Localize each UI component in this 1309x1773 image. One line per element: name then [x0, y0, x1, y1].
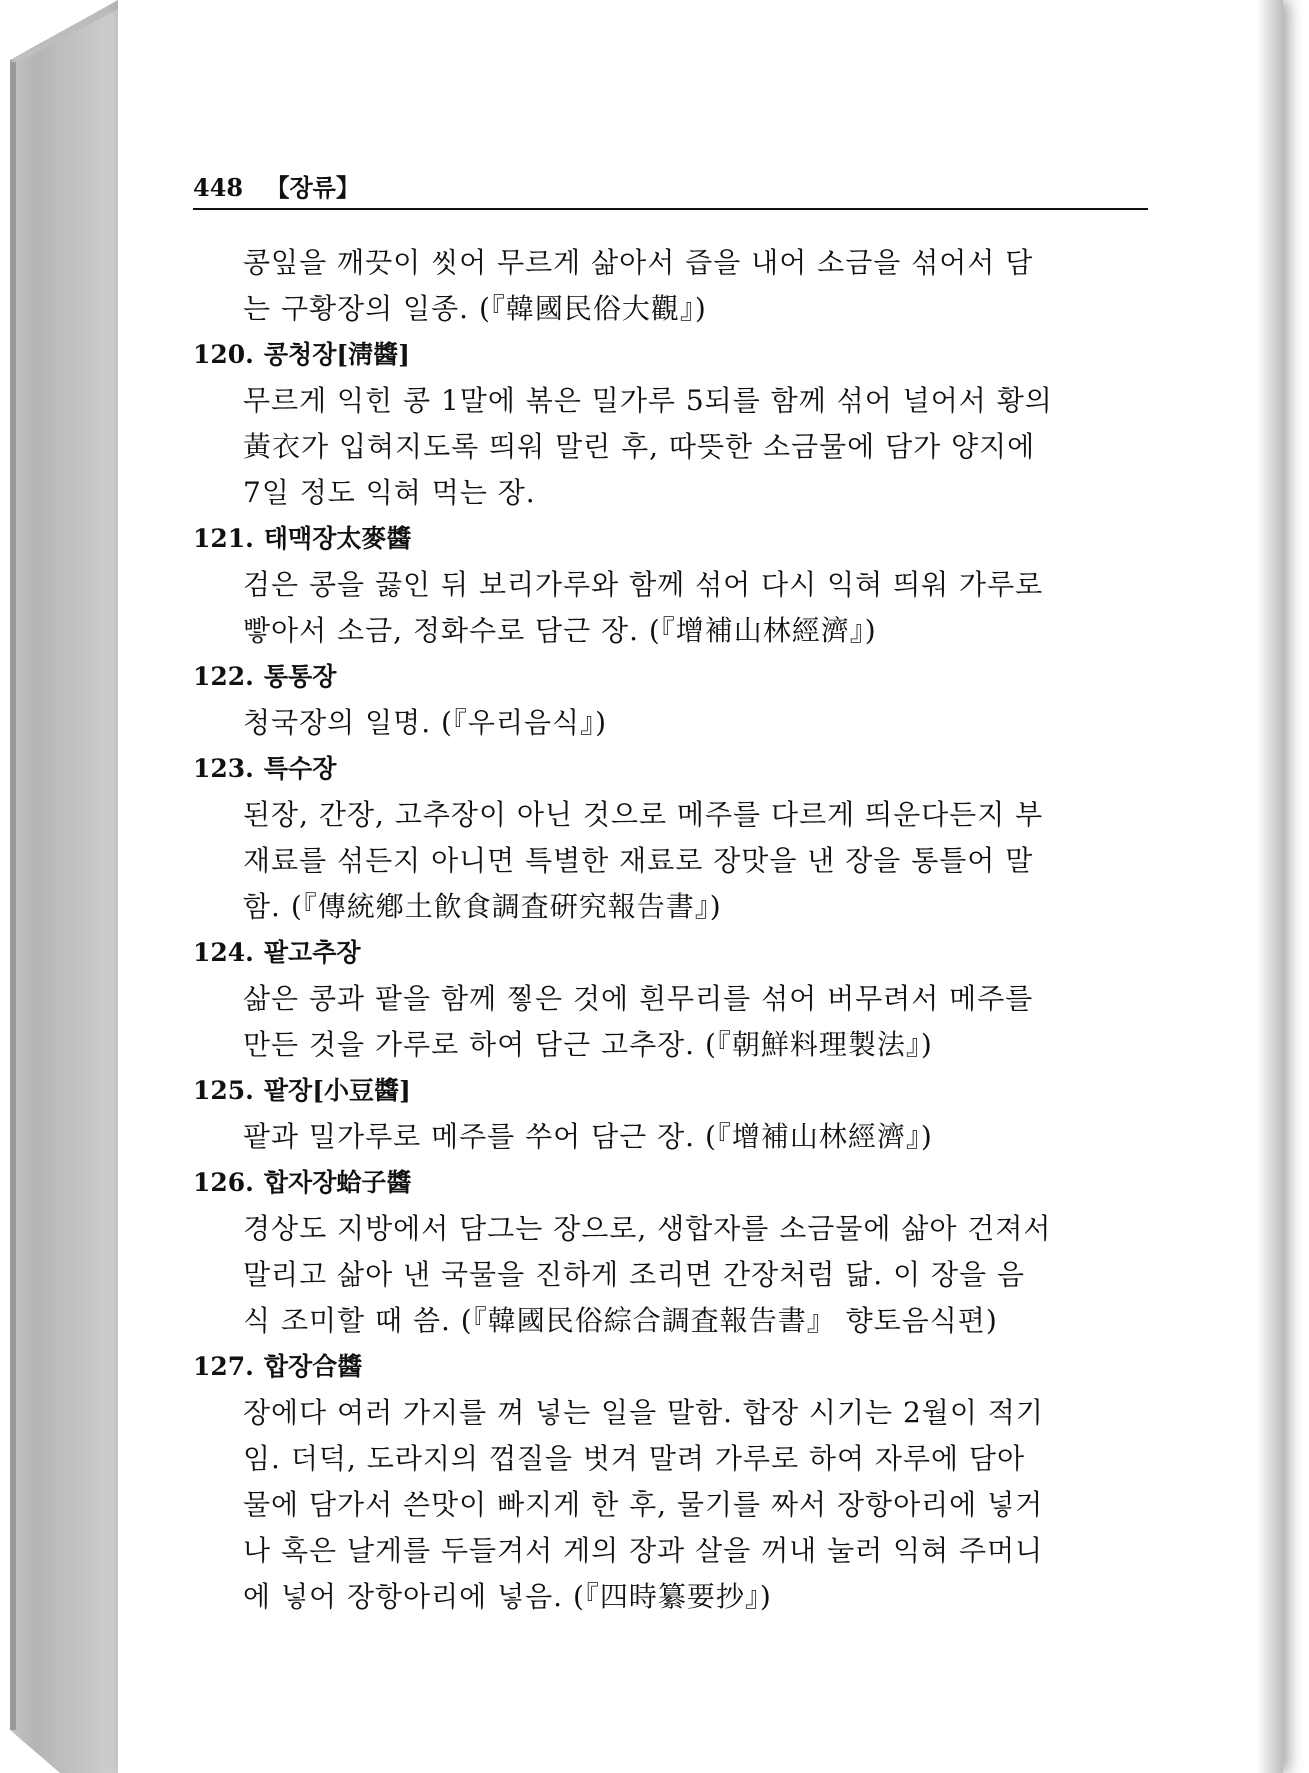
- continued-entry: [193, 240, 1148, 332]
- entry-title: [193, 654, 1148, 700]
- body-line: 재료를 섞든지 아니면 특별한 재료로 장맛을 낸 장을 통틀어 말: [243, 844, 1034, 877]
- entry-121: [193, 516, 1148, 654]
- entry-124: [193, 930, 1148, 1068]
- entry-body: [243, 976, 1148, 1068]
- entry-number: 123.: [193, 754, 254, 783]
- body-line: 검은 콩을 끓인 뒤 보리가루와 함께 섞어 다시 익혀 띄워 가루로: [243, 568, 1044, 601]
- entry-number: 126.: [193, 1168, 254, 1197]
- entry-126: [193, 1160, 1148, 1344]
- entry-number: 122.: [193, 662, 254, 691]
- entry-body: [243, 378, 1148, 516]
- body-line: 黃衣가 입혀지도록 띄워 말린 후, 따뜻한 소금물에 담가 양지에: [243, 430, 1036, 463]
- body-line: 나 혹은 날게를 두들겨서 게의 장과 살을 꺼내 눌러 익혀 주머니: [243, 1534, 1044, 1567]
- body-line: 식 조미할 때 씀. (『韓國民俗綜合調査報告書』 향토음식편): [243, 1304, 998, 1337]
- entry-120: [193, 332, 1148, 516]
- body-line: 콩잎을 깨끗이 씻어 무르게 삶아서 즙을 내어 소금을 섞어서 담: [243, 246, 1034, 279]
- entry-number: 125.: [193, 1076, 254, 1105]
- body-line: 는 구황장의 일종. (『韓國民俗大觀』): [243, 292, 707, 325]
- body-line: 무르게 익힌 콩 1말에 볶은 밀가루 5되를 함께 섞어 널어서 황의: [243, 384, 1053, 417]
- body-line: 7일 정도 익혀 먹는 장.: [243, 476, 536, 509]
- page-edge-shadow: [1257, 0, 1283, 1773]
- entry-number: 127.: [193, 1352, 254, 1381]
- body-line: 팥과 밀가루로 메주를 쑤어 담근 장. (『增補山林經濟』): [243, 1120, 933, 1153]
- body-line: 임. 더덕, 도라지의 껍질을 벗겨 말려 가루로 하여 자루에 담아: [243, 1442, 1026, 1475]
- body-line: 빻아서 소금, 정화수로 담근 장. (『增補山林經濟』): [243, 614, 877, 647]
- body-line: 삶은 콩과 팥을 함께 찧은 것에 흰무리를 섞어 버무려서 메주를: [243, 982, 1034, 1015]
- entry-number: 124.: [193, 938, 254, 967]
- entry-title: [193, 930, 1148, 976]
- entry-title: [193, 746, 1148, 792]
- body-line: 경상도 지방에서 담그는 장으로, 생합자를 소금물에 삶아 건져서: [243, 1212, 1052, 1245]
- entry-body: [243, 1390, 1148, 1620]
- entry-headword: 팥장[小豆醬]: [263, 1076, 411, 1105]
- entry-headword: 합장合醬: [263, 1352, 363, 1381]
- entry-headword: 태맥장太麥醬: [263, 524, 412, 553]
- entry-headword: 팥고추장: [263, 938, 361, 967]
- entry-body: [243, 792, 1148, 930]
- page-number: 448: [193, 173, 244, 202]
- body-line: 말리고 삶아 낸 국물을 진하게 조리면 간장처럼 닮. 이 장을 음: [243, 1258, 1026, 1291]
- body-line: 청국장의 일명. (『우리음식』): [243, 706, 608, 739]
- body-line: 에 넣어 장항아리에 넣음. (『四時纂要抄』): [243, 1580, 772, 1613]
- entry-title: [193, 332, 1148, 378]
- entry-title: [193, 1068, 1148, 1114]
- entry-body: [243, 700, 1148, 746]
- entry-body: [243, 1114, 1148, 1160]
- entry-title: [193, 1344, 1148, 1390]
- entry-122: [193, 654, 1148, 746]
- body-line: 장에다 여러 가지를 껴 넣는 일을 말함. 합장 시기는 2월이 적기: [243, 1396, 1044, 1429]
- header-rule: [193, 208, 1148, 210]
- entry-body: [243, 1206, 1148, 1344]
- entry-number: 120.: [193, 340, 254, 369]
- entry-title: [193, 516, 1148, 562]
- entry-headword: 콩청장[淸醬]: [263, 340, 410, 369]
- entry-title: [193, 1160, 1148, 1206]
- entry-headword: 통통장: [263, 662, 337, 691]
- entry-125: [193, 1068, 1148, 1160]
- entry-headword: 합자장蛤子醬: [263, 1168, 412, 1197]
- running-header: [193, 168, 1148, 212]
- body-line: 함. (『傳統鄕土飮食調査硏究報告書』): [243, 890, 722, 923]
- body-line: 된장, 간장, 고추장이 아닌 것으로 메주를 다르게 띄운다든지 부: [243, 798, 1044, 831]
- entry-body: [243, 240, 1148, 332]
- body-line: 만든 것을 가루로 하여 담근 고추장. (『朝鮮料理製法』): [243, 1028, 933, 1061]
- entry-headword: 특수장: [263, 754, 337, 783]
- section-title: 【장류】: [265, 173, 360, 202]
- book-spine-edge: [10, 60, 16, 1730]
- dictionary-entries: [193, 240, 1148, 1620]
- entry-number: 121.: [193, 524, 254, 553]
- book-spine: [0, 0, 120, 1773]
- entry-body: [243, 562, 1148, 654]
- entry-123: [193, 746, 1148, 930]
- body-line: 물에 담가서 쓴맛이 빠지게 한 후, 물기를 짜서 장항아리에 넣거: [243, 1488, 1044, 1521]
- entry-127: [193, 1344, 1148, 1620]
